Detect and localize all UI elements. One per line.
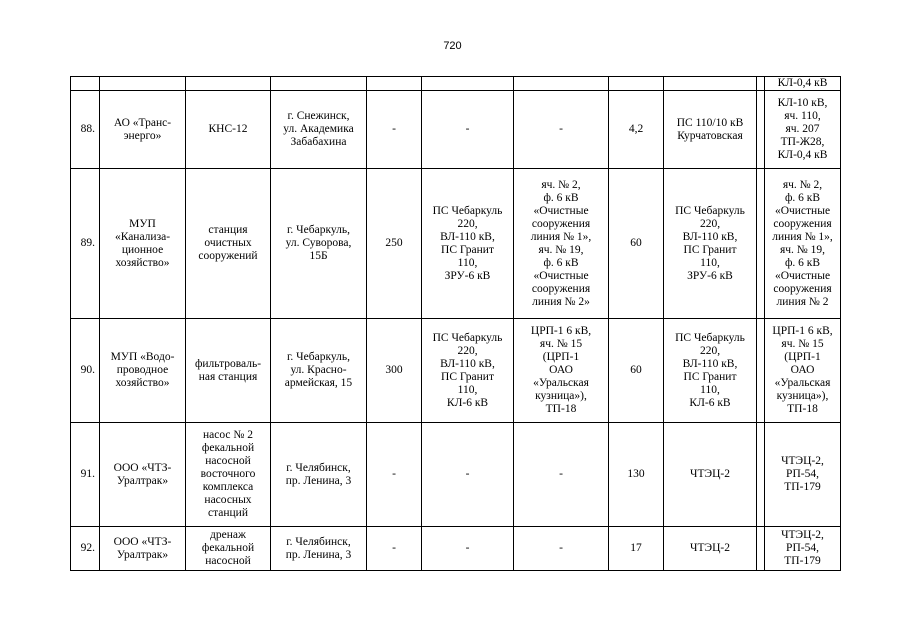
cell-c10 xyxy=(757,527,765,571)
cell-line: ПС Гранит xyxy=(683,370,737,383)
cell-no xyxy=(71,319,100,423)
cell-c8 xyxy=(609,423,664,527)
cell-line: фекальной xyxy=(201,542,255,554)
cell-line: пр. Ленина, 3 xyxy=(285,474,352,487)
cell-c9 xyxy=(664,91,757,169)
page-number: 720 xyxy=(443,40,462,52)
cell-line: 15Б xyxy=(309,250,328,262)
cell-line: Уралтрак» xyxy=(116,474,169,487)
cell-line: - xyxy=(392,468,396,480)
cell-line: РП-54, xyxy=(786,468,819,480)
table-row-continuation xyxy=(71,77,841,91)
cell-c7 xyxy=(514,77,609,91)
cell-c7 xyxy=(514,319,609,423)
cell-line: ТП-18 xyxy=(545,403,577,415)
cell-line: КЛ-0,4 кВ xyxy=(777,149,828,161)
cell-c5 xyxy=(367,527,422,571)
cell-c11: КЛ-0,4 кВ xyxy=(765,77,841,91)
cell-line: ПС 110/10 кВ xyxy=(676,116,744,129)
cell-line: 110, xyxy=(700,383,720,396)
cell-line: насосной xyxy=(205,455,251,467)
cell-line: ЦРП-1 6 кВ, xyxy=(530,325,592,337)
cell-line: ПС Чебаркуль xyxy=(675,331,745,344)
cell-line: КЛ-6 кВ xyxy=(446,396,489,409)
cell-line: 110, xyxy=(457,256,478,269)
table-row xyxy=(71,91,841,169)
cell-line: 220, xyxy=(699,217,721,230)
cell-c6 xyxy=(422,319,514,423)
cell-no xyxy=(71,423,100,527)
cell-line: станций xyxy=(208,507,248,519)
cell-line: линия № 1», xyxy=(772,230,833,243)
cell-line: «Канализа- xyxy=(114,230,171,243)
cell-line: 91. xyxy=(80,468,95,480)
cell-c8 xyxy=(609,527,664,571)
table-row xyxy=(71,527,841,571)
consumers-table xyxy=(70,76,841,571)
cell-line: линия № 1», xyxy=(530,230,592,243)
cell-c7 xyxy=(514,423,609,527)
cell-line: ТП-179 xyxy=(784,481,821,493)
cell-line: хозяйство» xyxy=(115,256,170,269)
cell-line: - xyxy=(465,468,470,480)
cell-c9 xyxy=(664,527,757,571)
cell-no xyxy=(71,77,100,91)
cell-c5 xyxy=(367,91,422,169)
cell-line: - xyxy=(465,123,470,135)
cell-line: ЧТЭЦ-2, xyxy=(781,455,824,467)
cell-line: 250 xyxy=(385,237,403,249)
cell-c8 xyxy=(609,91,664,169)
cell-line: ПС Чебаркуль xyxy=(675,204,745,217)
cell-line: ЧТЭЦ-2 xyxy=(690,542,730,554)
cell-c11 xyxy=(765,319,841,423)
cell-c5 xyxy=(367,77,422,91)
cell-object xyxy=(186,91,271,169)
cell-c10 xyxy=(757,91,765,169)
cell-line: фильтроваль- xyxy=(194,357,262,370)
cell-line: насосной xyxy=(205,555,251,567)
cell-line: 110, xyxy=(700,256,720,269)
cell-line: ф. 6 кВ xyxy=(784,191,821,204)
cell-c6 xyxy=(422,77,514,91)
cell-address xyxy=(271,527,367,571)
cell-line: 130 xyxy=(627,468,645,480)
cell-line: проводное xyxy=(116,364,169,376)
cell-c6 xyxy=(422,527,514,571)
cell-line: насос № 2 xyxy=(203,429,253,441)
cell-c6 xyxy=(422,91,514,169)
cell-c6 xyxy=(422,423,514,527)
cell-c11 xyxy=(765,169,841,319)
cell-line: ционное xyxy=(121,243,164,256)
cell-org xyxy=(100,527,186,571)
cell-c11 xyxy=(765,423,841,527)
cell-line: очистных xyxy=(204,237,252,249)
cell-c7 xyxy=(514,169,609,319)
cell-c10 xyxy=(757,77,765,91)
cell-c8 xyxy=(609,169,664,319)
cell-line: ул. Суворова, xyxy=(285,237,352,249)
cell-c8 xyxy=(609,77,664,91)
cell-line: 300 xyxy=(385,364,403,376)
cell-line: ул. Красно- xyxy=(290,364,347,376)
cell-line: г. Чебаркуль, xyxy=(287,351,350,363)
cell-line: кузница»), xyxy=(776,390,829,402)
cell-line: «Уральская xyxy=(774,377,831,389)
cell-line: - xyxy=(559,468,563,480)
cell-line: г. Челябинск, xyxy=(286,461,351,474)
cell-line: кузница»), xyxy=(535,390,587,402)
cell-line: дренаж xyxy=(210,529,246,541)
cell-line: 110, xyxy=(457,383,478,396)
cell-line: ТП-18 xyxy=(787,403,818,415)
cell-line: ВЛ-110 кВ, xyxy=(682,357,738,370)
cell-line: КЛ-10 кВ, xyxy=(777,97,828,109)
cell-c5 xyxy=(367,319,422,423)
cell-line: МУП xyxy=(129,217,156,230)
cell-line: «Уральская xyxy=(533,377,589,389)
table-row xyxy=(71,169,841,319)
cell-line: 89. xyxy=(80,237,95,249)
cell-line: 60 xyxy=(630,237,642,249)
cell-line: ф. 6 кВ xyxy=(784,256,821,269)
cell-line: сооружения xyxy=(531,217,591,230)
cell-line: - xyxy=(392,542,396,554)
cell-line: ул. Академика xyxy=(283,123,354,135)
cell-no xyxy=(71,169,100,319)
cell-line: 90. xyxy=(80,364,95,376)
cell-line: насосных xyxy=(204,494,252,506)
cell-object xyxy=(186,423,271,527)
cell-c6 xyxy=(422,169,514,319)
cell-c9 xyxy=(664,169,757,319)
cell-line: ВЛ-110 кВ, xyxy=(682,230,738,243)
cell-c11 xyxy=(765,91,841,169)
cell-line: яч. № 15 xyxy=(539,338,583,350)
cell-org xyxy=(100,319,186,423)
cell-line: ТП-Ж28, xyxy=(780,136,825,148)
cell-line: Уралтрак» xyxy=(116,548,169,561)
cell-c5 xyxy=(367,423,422,527)
cell-line: энерго» xyxy=(123,129,162,142)
cell-line: ПС Гранит xyxy=(683,243,737,256)
cell-line: яч. 207 xyxy=(785,123,820,135)
cell-line: - xyxy=(392,123,396,135)
cell-line: - xyxy=(559,542,563,554)
cell-line: ООО «ЧТЗ- xyxy=(113,535,172,548)
cell-line: АО «Транс- xyxy=(113,116,172,129)
cell-line: армейская, 15 xyxy=(284,377,353,389)
cell-org xyxy=(100,423,186,527)
cell-line: (ЦРП-1 xyxy=(784,351,821,363)
cell-line: ПС Гранит xyxy=(441,243,494,256)
cell-c7 xyxy=(514,91,609,169)
cell-c9 xyxy=(664,423,757,527)
cell-org xyxy=(100,169,186,319)
cell-line: ВЛ-110 кВ, xyxy=(440,357,495,370)
cell-org xyxy=(100,77,186,91)
cell-c10 xyxy=(757,423,765,527)
cell-org xyxy=(100,91,186,169)
cell-line: г. Снежинск, xyxy=(287,110,350,122)
cell-line: ООО «ЧТЗ- xyxy=(113,461,172,474)
cell-line: хозяйство» xyxy=(115,377,170,389)
cell-line: «Очистные xyxy=(774,204,831,217)
cell-line: 4,2 xyxy=(628,123,644,135)
cell-line: станция xyxy=(208,224,248,236)
cell-c7 xyxy=(514,527,609,571)
cell-address xyxy=(271,423,367,527)
cell-line: яч. 110, xyxy=(784,110,821,122)
cell-no xyxy=(71,527,100,571)
cell-object xyxy=(186,527,271,571)
cell-line: г. Чебаркуль, xyxy=(287,224,350,236)
cell-line: ПС Гранит xyxy=(441,370,494,383)
cell-address xyxy=(271,169,367,319)
cell-line: восточного xyxy=(200,468,256,480)
cell-line: (ЦРП-1 xyxy=(542,351,580,363)
cell-c10 xyxy=(757,319,765,423)
cell-line: сооружения xyxy=(531,282,591,295)
cell-c11 xyxy=(765,527,841,571)
cell-line: ПС Чебаркуль xyxy=(432,331,503,344)
cell-line: ная станция xyxy=(198,370,258,383)
cell-line: «Очистные xyxy=(533,204,589,217)
cell-no xyxy=(71,91,100,169)
cell-object xyxy=(186,169,271,319)
cell-line: 92. xyxy=(80,542,95,554)
cell-line: яч. № 19, xyxy=(538,243,584,256)
cell-line: ф. 6 кВ xyxy=(543,191,579,204)
cell-line: ЗРУ-6 кВ xyxy=(444,269,491,282)
cell-line: ОАО xyxy=(549,364,573,376)
cell-line: ЦРП-1 6 кВ, xyxy=(772,325,833,337)
cell-line: яч. № 15 xyxy=(781,338,824,350)
cell-line: яч. № 2, xyxy=(541,178,581,191)
cell-line: ЗРУ-6 кВ xyxy=(687,269,733,282)
cell-line: КЛ-6 кВ xyxy=(689,396,731,409)
cell-line: 220, xyxy=(699,344,721,357)
cell-address xyxy=(271,77,367,91)
cell-line: г. Челябинск, xyxy=(286,535,351,548)
cell-line: Курчатовская xyxy=(677,129,743,142)
cell-line: 60 xyxy=(630,364,642,376)
cell-c10 xyxy=(757,169,765,319)
cell-line: сооружений xyxy=(198,250,258,262)
cell-object xyxy=(186,77,271,91)
cell-address xyxy=(271,91,367,169)
cell-line: ПС Чебаркуль xyxy=(432,204,503,217)
cell-line: Забабахина xyxy=(290,136,347,148)
cell-c5 xyxy=(367,169,422,319)
cell-address xyxy=(271,319,367,423)
cell-line: сооружения xyxy=(773,217,832,230)
cell-line: яч. № 2, xyxy=(782,178,823,191)
cell-c9 xyxy=(664,77,757,91)
cell-line: «Очистные xyxy=(774,269,831,282)
cell-c9 xyxy=(664,319,757,423)
cell-line: МУП «Водо- xyxy=(110,351,175,363)
cell-line: 220, xyxy=(457,344,478,357)
cell-line: пр. Ленина, 3 xyxy=(285,548,352,561)
cell-line: «Очистные xyxy=(533,269,589,282)
cell-line: линия № 2 xyxy=(776,295,829,308)
cell-line: ВЛ-110 кВ, xyxy=(440,230,495,243)
cell-line: ЧТЭЦ-2, xyxy=(781,529,824,541)
cell-line: яч. № 19, xyxy=(779,243,826,256)
cell-line: комплекса xyxy=(202,481,254,493)
cell-line: ОАО xyxy=(790,364,815,376)
cell-object xyxy=(186,319,271,423)
cell-c8 xyxy=(609,319,664,423)
cell-line: ТП-179 xyxy=(784,555,821,567)
table-row xyxy=(71,423,841,527)
cell-line: 220, xyxy=(457,217,478,230)
table-row xyxy=(71,319,841,423)
cell-line: линия № 2» xyxy=(532,295,590,308)
cell-line: сооружения xyxy=(773,282,832,295)
cell-line: - xyxy=(465,542,470,554)
cell-line: ЧТЭЦ-2 xyxy=(690,468,730,480)
cell-line: фекальной xyxy=(201,442,255,454)
cell-line: РП-54, xyxy=(786,542,819,554)
cell-line: - xyxy=(559,123,563,135)
cell-line: 17 xyxy=(630,542,642,554)
cell-line: ф. 6 кВ xyxy=(543,256,579,269)
cell-line: 88. xyxy=(80,123,95,135)
cell-line: КНС-12 xyxy=(208,123,248,135)
